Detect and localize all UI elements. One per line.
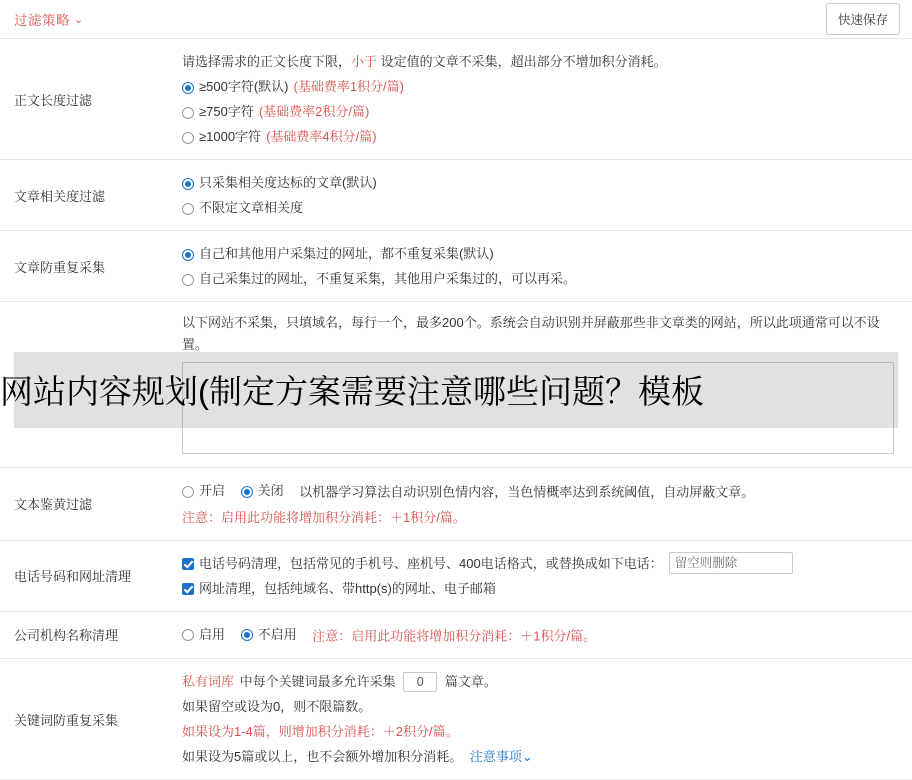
- company-clean-options: [182, 622, 898, 649]
- dedup-option-self-label: 自己采集过的网址，不重复采集，其他用户采集过的，可以再采。: [199, 271, 577, 286]
- keyword-dedup-line1: [182, 669, 898, 694]
- dedup-option-self[interactable]: [182, 266, 898, 291]
- porn-option-off[interactable]: [241, 478, 284, 503]
- row-label-relevance-filter: 文章相关度过滤: [14, 188, 106, 204]
- radio-icon-company-off[interactable]: [241, 629, 253, 641]
- phone-replacement-input[interactable]: [669, 552, 793, 574]
- row-keyword-dedup: [0, 659, 912, 780]
- row-phone-url-clean: [0, 541, 912, 612]
- quick-save-button[interactable]: 快速保存: [826, 3, 900, 35]
- radio-icon-porn-on[interactable]: [182, 486, 194, 498]
- row-label-blocklist: [0, 302, 176, 467]
- row-label-porn-filter: 文本鉴黄过滤: [14, 497, 93, 513]
- porn-option-on[interactable]: [182, 478, 225, 503]
- porn-filter-desc: 以机器学习算法自动识别色情内容，当色情概率达到系统阈值，自动屏蔽文章。: [299, 484, 755, 500]
- notice-chevron-down-icon[interactable]: ⌄: [521, 749, 533, 764]
- notice-link[interactable]: 注意事项: [469, 749, 522, 764]
- row-body-dedup-filter: [176, 231, 912, 301]
- keyword-dedup-line2: 如果留空或设为0，则不限篇数。: [182, 699, 372, 714]
- radio-icon-porn-off[interactable]: [241, 486, 253, 498]
- row-company-clean: [0, 612, 912, 660]
- length-filter-intro-a: 请选择需求的正文长度下限，: [182, 54, 352, 69]
- keyword-dedup-line4-text: 如果设为5篇或以上，也不会额外增加积分消耗。: [182, 749, 463, 764]
- keyword-max-articles-input[interactable]: [403, 672, 437, 692]
- chevron-down-icon[interactable]: ⌄: [74, 13, 84, 26]
- row-relevance-filter: [0, 160, 912, 231]
- porn-filter-options: [182, 478, 898, 505]
- private-lexicon-link[interactable]: 私有词库: [182, 674, 235, 689]
- row-body-company-clean: [176, 612, 912, 659]
- phone-clean-option[interactable]: [182, 551, 898, 576]
- radio-icon-1000[interactable]: [182, 132, 194, 144]
- phone-clean-label: 电话号码清理，包括常见的手机号、座机号、400电话格式，或替换成如下电话：: [199, 555, 663, 571]
- company-clean-notice: 注意：启用此功能将增加积分消耗：＋1积分/篇。: [312, 628, 597, 643]
- radio-icon-dedup-self[interactable]: [182, 274, 194, 286]
- dedup-option-all-label: 自己和其他用户采集过的网址，都不重复采集(默认): [199, 246, 494, 261]
- row-blocklist: [0, 302, 912, 468]
- radio-icon-500[interactable]: [182, 82, 194, 94]
- radio-icon-relevance-any[interactable]: [182, 203, 194, 215]
- radio-icon-company-on[interactable]: [182, 629, 194, 641]
- keyword-dedup-line3: 如果设为1-4篇，则增加积分消耗：＋2积分/篇。: [182, 724, 459, 739]
- length-filter-intro: [182, 49, 898, 74]
- length-option-1000[interactable]: [182, 124, 898, 149]
- relevance-option-strict-label: 只采集相关度达标的文章(默认): [199, 175, 377, 190]
- keyword-dedup-line1-suffix: 篇文章。: [444, 674, 497, 689]
- radio-icon-750[interactable]: [182, 107, 194, 119]
- row-body-keyword-dedup: [176, 659, 912, 779]
- company-option-off-label: 不启用: [257, 626, 297, 642]
- row-body-length-filter: [176, 39, 912, 159]
- relevance-option-any-label: 不限定文章相关度: [199, 200, 304, 215]
- company-option-on[interactable]: [182, 622, 225, 647]
- row-label-company-clean: 公司机构名称清理: [14, 628, 119, 644]
- radio-icon-dedup-all[interactable]: [182, 249, 194, 261]
- length-option-1000-note: (基础费率4积分/篇): [266, 129, 377, 144]
- length-option-750-label: ≥750字符: [199, 104, 254, 119]
- length-filter-intro-emphasis: 小于: [351, 54, 378, 69]
- length-option-500-note: (基础费率1积分/篇): [293, 79, 404, 94]
- checkbox-icon-url-clean[interactable]: [182, 583, 194, 595]
- relevance-option-any[interactable]: [182, 195, 898, 220]
- url-clean-label: 网址清理，包括纯域名、带http(s)的网址、电子邮箱: [199, 580, 496, 596]
- page-header: [0, 0, 912, 39]
- blocklist-hint: 以下网站不采集，只填域名，每行一个，最多200个。系统会自动识别并屏蔽那些非文章类的网站，所以此项通常可以不设置。: [182, 315, 880, 352]
- porn-filter-notice: 注意：启用此功能将增加积分消耗：＋1积分/篇。: [182, 509, 466, 525]
- length-option-750[interactable]: [182, 99, 898, 124]
- dedup-option-all[interactable]: [182, 241, 898, 266]
- length-option-500[interactable]: [182, 74, 898, 99]
- row-body-porn-filter: [176, 468, 912, 540]
- checkbox-icon-phone-clean[interactable]: [182, 558, 194, 570]
- keyword-dedup-line1-text: 中每个关键词最多允许采集: [239, 674, 396, 689]
- overlay-banner-text: 网站内容规划(制定方案需要注意哪些问题？模板: [0, 373, 704, 410]
- row-label-keyword-dedup: 关键词防重复采集: [14, 712, 119, 728]
- url-clean-option[interactable]: [182, 576, 898, 601]
- keyword-dedup-line4: [182, 744, 898, 769]
- row-label-length-filter: 正文长度过滤: [14, 92, 93, 108]
- length-option-750-note: (基础费率2积分/篇): [258, 104, 370, 119]
- length-filter-intro-c: 设定值的文章不采集，超出部分不增加积分消耗。: [380, 54, 667, 69]
- row-length-filter: [0, 39, 912, 160]
- page-title: 过滤策略: [14, 13, 70, 28]
- length-option-500-label: ≥500字符(默认): [199, 79, 289, 94]
- row-porn-filter: [0, 468, 912, 541]
- relevance-option-strict[interactable]: [182, 170, 898, 195]
- company-option-off[interactable]: [241, 622, 297, 647]
- radio-icon-relevance-strict[interactable]: [182, 178, 194, 190]
- row-body-phone-url-clean: [176, 541, 912, 611]
- row-body-relevance-filter: [176, 160, 912, 230]
- porn-option-off-label: 关闭: [257, 483, 284, 498]
- company-option-on-label: 启用: [199, 626, 226, 642]
- row-body-blocklist: [176, 302, 912, 467]
- row-dedup-filter: [0, 231, 912, 302]
- porn-option-on-label: 开启: [199, 483, 226, 498]
- row-label-phone-url-clean: 电话号码和网址清理: [14, 569, 132, 584]
- length-option-1000-label: ≥1000字符: [199, 129, 262, 144]
- row-label-dedup-filter: 文章防重复采集: [14, 259, 106, 275]
- blocklist-textarea[interactable]: [182, 362, 894, 454]
